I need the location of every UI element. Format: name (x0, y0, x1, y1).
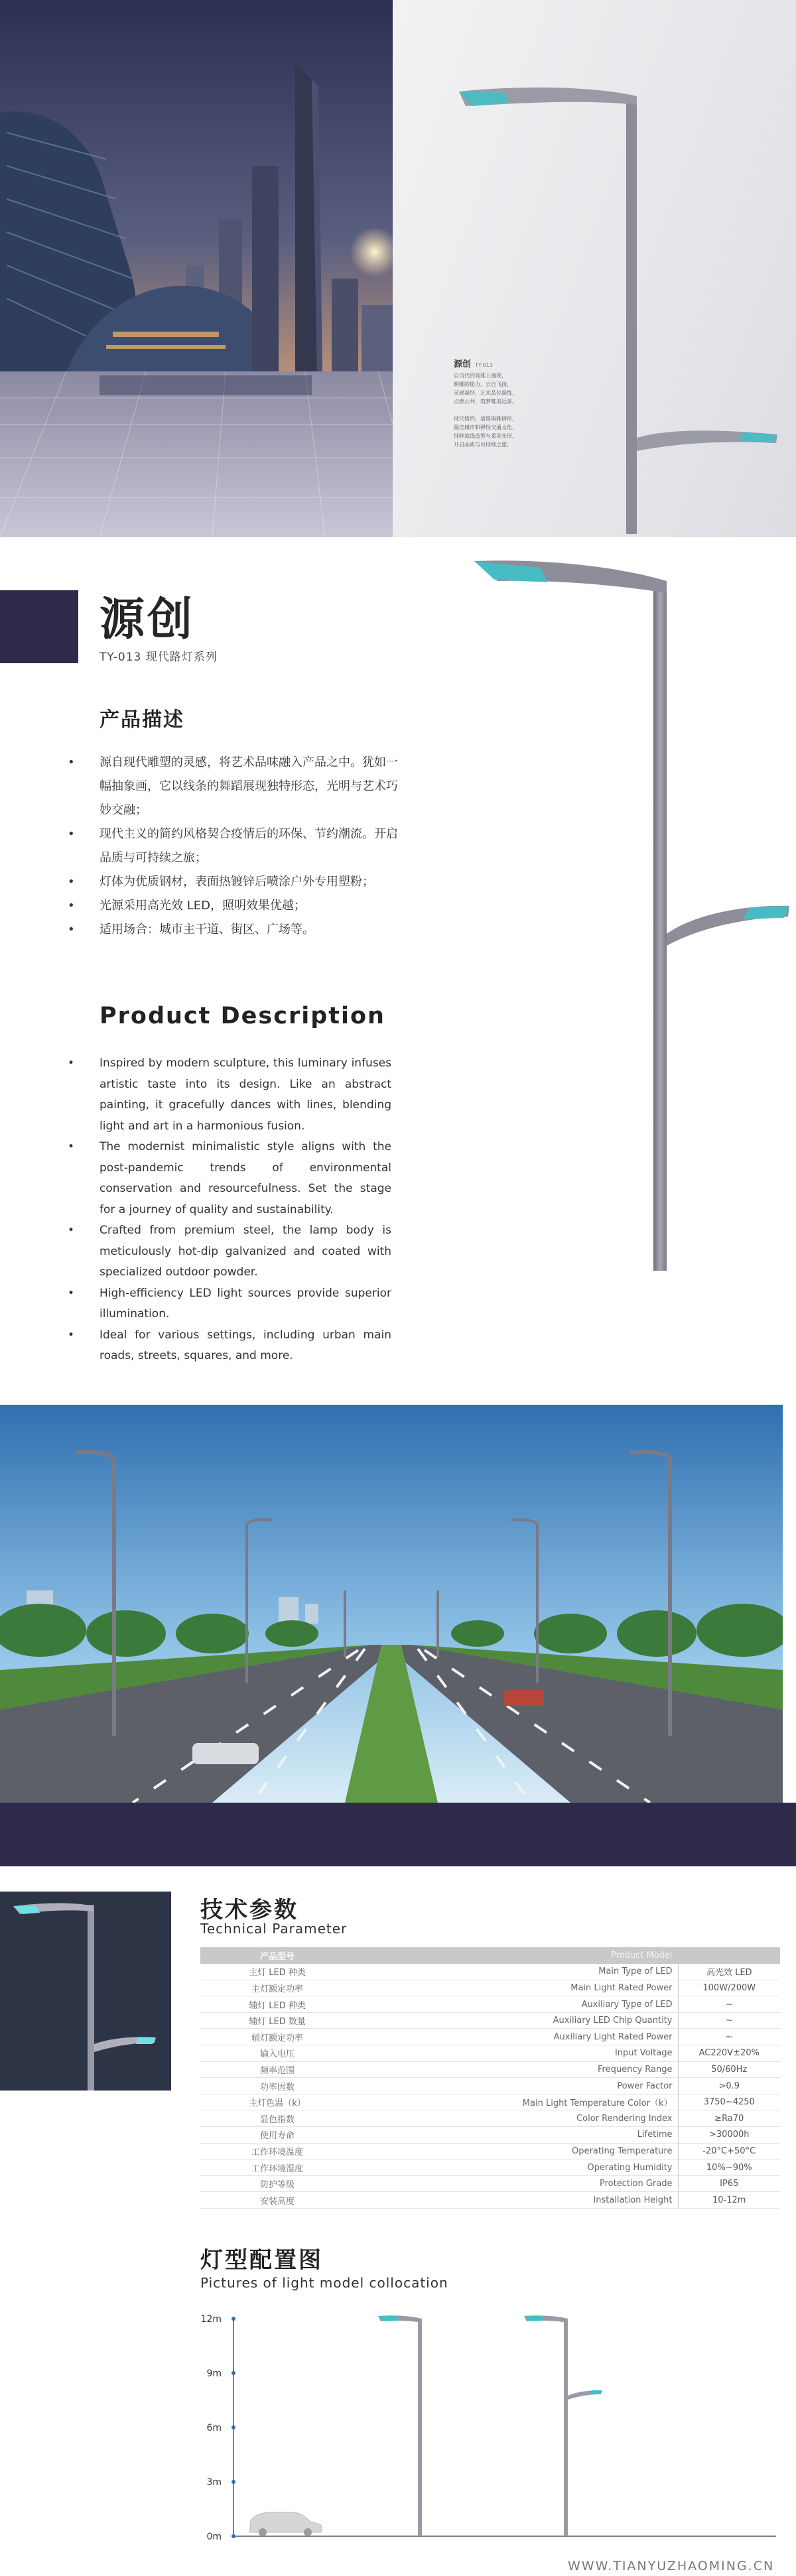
table-header-value (678, 1947, 780, 1964)
table-cell-value: ~ (678, 2012, 780, 2029)
table-cell-value: 3750~4250 (678, 2094, 780, 2110)
table-row (200, 1980, 780, 1996)
height-axis-ticks (201, 2314, 235, 2542)
table-cell-en: Operating Temperature (354, 2143, 678, 2159)
table-row (200, 2192, 780, 2209)
accent-band (0, 1803, 796, 1866)
table-cell-en: Operating Humidity (354, 2159, 678, 2176)
hero-product-panel (393, 0, 796, 537)
height-axis-dot (232, 2480, 235, 2484)
parameter-table-body (200, 1947, 780, 2209)
collocation-title-en: Pictures of light model collocation (200, 2275, 448, 2291)
height-axis-dot (232, 2534, 235, 2538)
list-item: • 光源采用高光效 LED，照明效果优越； (68, 894, 399, 918)
table-cell-en: Frequency Range (354, 2061, 678, 2078)
table-row (200, 1964, 780, 1980)
lamp-model-double (524, 2315, 602, 2536)
table-cell-cn: 安装高度 (200, 2192, 354, 2209)
table-row (200, 2127, 780, 2144)
height-axis-label: 9m (206, 2368, 222, 2379)
table-cell-en: Main Light Rated Power (354, 1980, 678, 1996)
technical-title-en: Technical Parameter (200, 1921, 348, 1937)
hero-copy-line: 婀娜的能力，云自飞扬， (454, 381, 512, 387)
table-cell-cn: 使用寿命 (200, 2127, 354, 2144)
height-scale-diagram (192, 2303, 789, 2552)
table-row (200, 2061, 780, 2078)
list-item: • 适用场合：城市主干道、街区、广场等。 (68, 918, 399, 942)
height-axis-label: 3m (206, 2477, 222, 2488)
table-row (200, 2012, 780, 2029)
description-cn-title: 产品描述 (100, 708, 184, 732)
height-axis-dot (232, 2371, 235, 2375)
table-cell-value: 10%~90% (678, 2159, 780, 2176)
table-cell-value: AC220V±20% (678, 2045, 780, 2062)
table-cell-en: Auxiliary Light Rated Power (354, 2029, 678, 2045)
table-cell-en: Installation Height (354, 2192, 678, 2209)
table-cell-en: Protection Grade (354, 2175, 678, 2192)
table-row (200, 2029, 780, 2045)
description-cn-list (68, 751, 399, 942)
parameter-table (200, 1947, 780, 2209)
hero-title: 源创 TY-013 (454, 359, 493, 369)
table-header-en: Product Model (354, 1947, 678, 1964)
table-cell-cn: 辅灯 LED 数量 (200, 2012, 354, 2029)
website-url: WWW.TIANYUZHAOMING.CN (568, 2559, 775, 2573)
table-cell-value: 高光效 LED (678, 1964, 780, 1980)
hero-copy-line: 开启品质与可持续之旅。 (454, 442, 512, 448)
city-night-image (0, 0, 393, 537)
road-scene-image (0, 1405, 783, 1803)
hero-copy (454, 371, 547, 449)
street-lamp-drawing (458, 554, 796, 1384)
description-en-list (68, 1053, 391, 1367)
table-cell-cn: 辅灯额定功率 (200, 2029, 354, 2045)
table-cell-cn: 主灯额定功率 (200, 1980, 354, 1996)
table-row (200, 2094, 780, 2110)
table-cell-en: Auxiliary Type of LED (354, 1996, 678, 2013)
list-item: • High-efficiency LED light sources provide superior illumination. (68, 1283, 391, 1325)
hero-copy-line: 灵感凝结，艺术品位凝练， (454, 390, 517, 396)
table-header-cn: 产品型号 (200, 1947, 354, 1964)
height-axis-dot (232, 2425, 235, 2429)
table-cell-value: -20°C+50°C (678, 2143, 780, 2159)
table-cell-value: ≥Ra70 (678, 2110, 780, 2127)
table-cell-en: Main Type of LED (354, 1964, 678, 1980)
height-axis-dot (232, 2317, 235, 2321)
accent-block (0, 590, 78, 663)
hero-copy-line: 点燃公共，筑梦唯美远景。 (454, 399, 517, 405)
table-cell-cn: 防护等级 (200, 2175, 354, 2192)
table-cell-value: 100W/200W (678, 1980, 780, 1996)
table-cell-en: Lifetime (354, 2127, 678, 2144)
table-row (200, 2045, 780, 2062)
height-axis-label: 0m (206, 2532, 222, 2542)
hero-copy-line (454, 406, 547, 415)
table-row (200, 2110, 780, 2127)
table-cell-value: IP65 (678, 2175, 780, 2192)
table-cell-en: Input Voltage (354, 2045, 678, 2062)
list-item: • 现代主义的简约风格契合疫情后的环保、节约潮流。开启品质与可持续之旅； (68, 822, 399, 870)
list-item: • 灯体为优质钢材，表面热镀锌后喷涂户外专用塑粉； (68, 870, 399, 894)
table-cell-cn: 功率因数 (200, 2078, 354, 2094)
table-cell-en: Color Rendering Index (354, 2110, 678, 2127)
table-cell-cn: 主灯色温（k） (200, 2094, 354, 2110)
table-cell-value: 50/60Hz (678, 2061, 780, 2078)
table-cell-cn: 工作环境温度 (200, 2143, 354, 2159)
street-lamp-image (393, 0, 796, 537)
table-cell-en: Main Light Temperature Color（k） (354, 2094, 678, 2110)
height-axis-label: 6m (206, 2423, 222, 2433)
hero-banner (0, 0, 796, 537)
table-cell-en: Auxiliary LED Chip Quantity (354, 2012, 678, 2029)
table-cell-value: >0.9 (678, 2078, 780, 2094)
hero-copy-line: 纯粹流线造型与柔美光形， (454, 433, 517, 439)
list-item: • 源自现代雕塑的灵感，将艺术品味融入产品之中。犹如一幅抽象画，它以线条的舞蹈展现独特形态，光明与艺术巧妙交融； (68, 751, 399, 822)
hero-copy-line: 最佳城市和弹性交通文化， (454, 424, 517, 430)
lamp-night-thumbnail (0, 1892, 171, 2091)
table-row (200, 1996, 780, 2013)
table-row (200, 2143, 780, 2159)
car-icon (249, 2512, 322, 2536)
technical-title-cn: 技术参数 (200, 1897, 298, 1923)
list-item: • The modernist minimalistic style aligns with the post-pandemic trends of environmental conservation and resourcefulness. Set the stage for a journey of quality and sustainability. (68, 1137, 391, 1220)
table-cell-cn: 频率范围 (200, 2061, 354, 2078)
list-item: • Inspired by modern sculpture, this luminary infuses artistic taste into its design. Like an abstract painting, it gracefully dances with lines, blending light and art in a harmonious fusion. (68, 1053, 391, 1137)
table-cell-value: ~ (678, 2029, 780, 2045)
lamp-model-single (378, 2315, 422, 2536)
table-cell-cn: 主灯 LED 种类 (200, 1964, 354, 1980)
table-cell-cn: 输入电压 (200, 2045, 354, 2062)
table-row (200, 2078, 780, 2094)
table-cell-en: Power Factor (354, 2078, 678, 2094)
table-cell-value: >30000h (678, 2127, 780, 2144)
table-cell-cn: 显色指数 (200, 2110, 354, 2127)
table-row (200, 2159, 780, 2176)
list-item: • Ideal for various settings, including urban main roads, streets, squares, and more. (68, 1325, 391, 1367)
hero-copy-line: 现代简约，清简典雅情怀， (454, 416, 517, 422)
table-cell-value: ~ (678, 1996, 780, 2013)
product-name: 源创 (100, 594, 196, 646)
description-en-title: Product Description (100, 1003, 385, 1029)
product-subtitle: TY-013 现代路灯系列 (100, 651, 218, 664)
collocation-title-cn: 灯型配置图 (200, 2247, 323, 2274)
table-cell-value: 10-12m (678, 2192, 780, 2209)
hero-copy-line: 自当代的高雅上漫现， (454, 373, 507, 379)
height-axis-label: 12m (200, 2314, 222, 2325)
table-cell-cn: 工作环境湿度 (200, 2159, 354, 2176)
table-cell-cn: 辅灯 LED 种类 (200, 1996, 354, 2013)
table-row (200, 2175, 780, 2192)
table-header-row (200, 1947, 780, 1964)
list-item: • Crafted from premium steel, the lamp body is meticulously hot-dip galvanized and coated with specialized outdoor powder. (68, 1220, 391, 1283)
